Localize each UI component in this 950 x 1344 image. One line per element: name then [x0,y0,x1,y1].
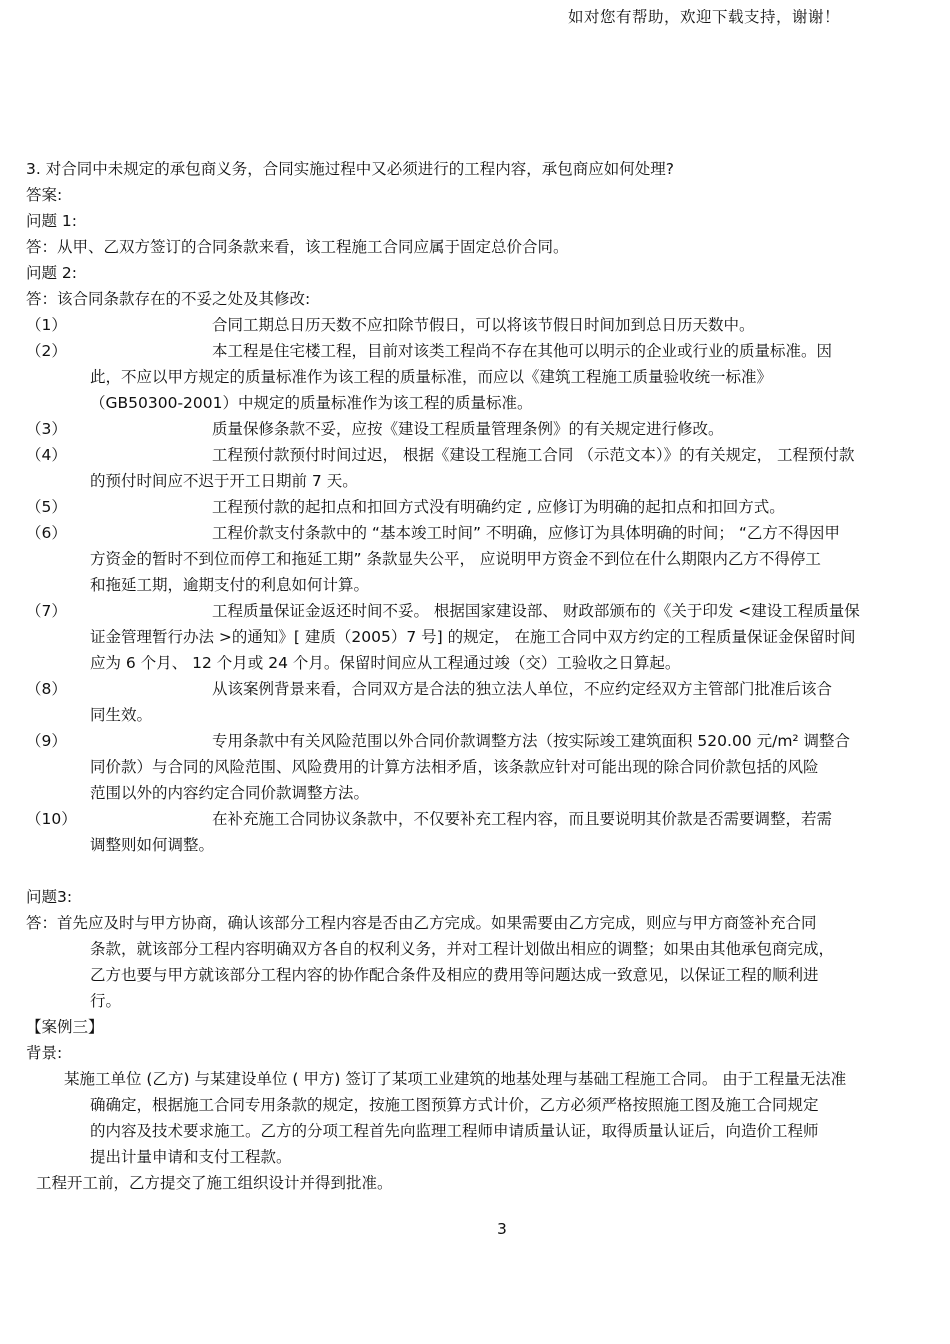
problem-3-line: 乙方也要与甲方就该部分工程内容的协作配合条件及相应的费用等问题达成一致意见，以保证工程的顺利进 [90,966,819,984]
item-first-line [26,338,926,364]
item-text: 专用条款中有关风险范围以外合同价款调整方法（按实际竣工建筑面积 520.00 元/m² 调整合 [212,732,851,750]
item-continuation-line: 调整则如何调整。 [90,836,215,854]
item-number: （2） [26,342,67,360]
item-number: （3） [26,420,67,438]
list-item [26,676,926,728]
problem-2-intro: 答：该合同条款存在的不妥之处及其修改: [26,290,311,308]
item-first-line [26,416,926,442]
item-text: 在补充施工合同协议条款中，不仅要补充工程内容，而且要说明其价款是否需要调整，若需 [212,810,833,828]
item-first-line [26,806,926,832]
problem-2-items [26,312,926,858]
item-first-line [26,312,926,338]
problem-1-label: 问题 1: [26,212,78,230]
item-text: 质量保修条款不妥，应按《建设工程质量管理条例》的有关规定进行修改。 [212,420,724,438]
problem-3-line: 答：首先应及时与甲方协商，确认该部分工程内容是否由乙方完成。如果需要由乙方完成，则应与甲方商签补充合同 [26,914,817,932]
document-body [26,156,926,1196]
answer-label: 答案: [26,186,63,204]
item-number: （1） [26,316,67,334]
item-first-line [26,442,926,468]
item-first-line [26,520,926,546]
list-item [26,442,926,494]
item-number: （8） [26,680,67,698]
item-text: 合同工期总日历天数不应扣除节假日，可以将该节假日时间加到总日历天数中。 [212,316,755,334]
item-continuation-line: 同生效。 [90,706,153,724]
problem-2-label: 问题 2: [26,264,78,282]
item-text: 工程预付款的起扣点和扣回方式没有明确约定 , 应修订为明确的起扣点和扣回方式。 [212,498,785,516]
list-item [26,728,926,806]
list-item [26,598,926,676]
background-line: 提出计量申请和支付工程款。 [90,1148,292,1166]
list-item [26,338,926,416]
list-item [26,520,926,598]
item-text: 工程价款支付条款中的 “基本竣工时间” 不明确，应修订为具体明确的时间； “乙方不得因甲 [212,524,840,542]
item-number: （5） [26,498,67,516]
case-title: 【案例三】 [26,1018,104,1036]
item-continuation-line: 证金管理暂行办法 >的通知》[ 建质（2005）7 号] 的规定， 在施工合同中双方约定的工程质量保证金保留时间 [90,628,856,646]
background-line: 确确定，根据施工合同专用条款的规定，按施工图预算方式计价，乙方必须严格按照施工图及施工合同规定 [90,1096,819,1114]
background-last-line: 工程开工前，乙方提交了施工组织设计并得到批准。 [36,1174,393,1192]
item-first-line [26,728,926,754]
list-item [26,312,926,338]
item-number: （7） [26,602,67,620]
problem-3-label: 问题3: [26,888,73,906]
item-number: （9） [26,732,67,750]
problem-1-answer: 答：从甲、乙双方签订的合同条款来看，该工程施工合同应属于固定总价合同。 [26,238,569,256]
item-continuation-line: 应为 6 个月、 12 个月或 24 个月。保留时间应从工程通过竣（交）工验收之日算起。 [90,654,681,672]
download-note: 如对您有帮助，欢迎下载支持，谢谢！ [567,8,840,26]
item-continuation-line: 和拖延工期，逾期支付的利息如何计算。 [90,576,370,594]
list-item [26,806,926,858]
list-item [26,494,926,520]
problem-3-line: 条款，就该部分工程内容明确双方各自的权利义务，并对工程计划做出相应的调整；如果由其他承包商完成， [90,940,835,958]
page-number: 3 [497,1220,507,1238]
item-first-line [26,676,926,702]
item-continuation-line: 此，不应以甲方规定的质量标准作为该工程的质量标准，而应以《建筑工程施工质量验收统一标准》 [90,368,773,386]
item-number: （6） [26,524,67,542]
item-text: 从该案例背景来看，合同双方是合法的独立法人单位，不应约定经双方主管部门批准后该合 [212,680,833,698]
item-continuation-line: 范围以外的内容约定合同价款调整方法。 [90,784,370,802]
item-text: 本工程是住宅楼工程，目前对该类工程尚不存在其他可以明示的企业或行业的质量标准。因 [212,342,833,360]
background-line: 某施工单位 (乙方) 与某建设单位 ( 甲方) 签订了某项工业建筑的地基处理与基础工程施工合同。 由于工程量无法准 [64,1070,847,1088]
item-continuation-line: 的预付时间应不迟于开工日期前 7 天。 [90,472,358,490]
item-continuation-line: 同价款）与合同的风险范围、风险费用的计算方法相矛盾，该条款应针对可能出现的除合同价款包括的风险 [90,758,819,776]
item-number: （10） [26,810,77,828]
item-first-line [26,598,926,624]
item-text: 工程预付款预付时间过迟， 根据《建设工程施工合同 （示范文本）》的有关规定， 工程预付款 [212,446,855,464]
background-line: 的内容及技术要求施工。乙方的分项工程首先向监理工程师申请质量认证，取得质量认证后，向造价工程师 [90,1122,819,1140]
item-text: 工程质量保证金返还时间不妥。 根据国家建设部、 财政部颁布的《关于印发 <建设工程质量保 [212,602,860,620]
item-continuation-line: （GB50300-2001）中规定的质量标准作为该工程的质量标准。 [90,394,533,412]
background-label: 背景: [26,1044,63,1062]
problem-3-line: 行。 [90,992,122,1010]
item-first-line [26,494,926,520]
question-3: 3. 对合同中未规定的承包商义务，合同实施过程中又必须进行的工程内容，承包商应如何处理? [26,160,674,178]
list-item [26,416,926,442]
item-number: （4） [26,446,67,464]
item-continuation-line: 方资金的暂时不到位而停工和拖延工期” 条款显失公平， 应说明甲方资金不到位在什么期限内乙方不得停工 [90,550,821,568]
